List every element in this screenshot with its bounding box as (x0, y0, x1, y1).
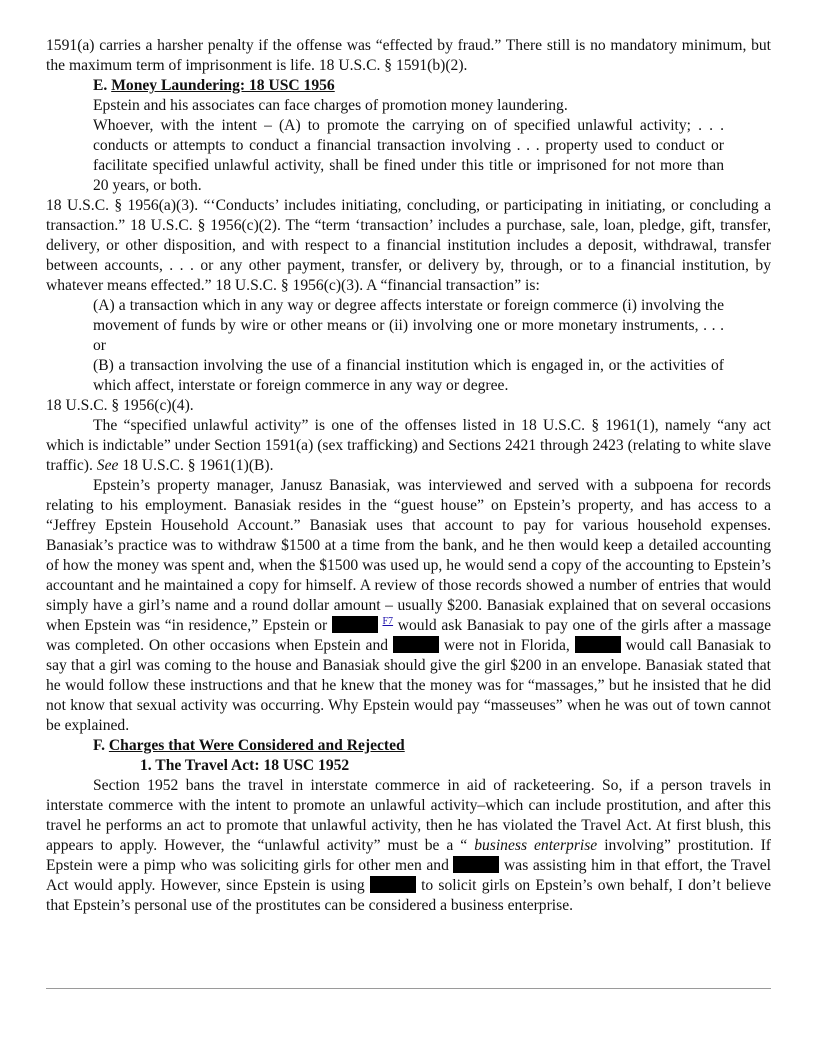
citation-1956c4: 18 U.S.C. § 1956(c)(4). (46, 397, 194, 414)
section-letter-f: F. (93, 737, 109, 754)
text-run: Epstein’s property manager, Janusz Banasiak, was interviewed and served with a subpoena for records relating to his employment. Banasiak resides in the “guest house” on Epstein’s property, and has access to a “Jeffrey Epstein Household Account.” Banasiak uses that account to pay for various household expenses. Banasiak’s practice was to withdraw $1500 at a time from the bank, and he then would keep a detailed accounting of how the money was spent and, when the $1500 was used up, he would send a copy of the accounting to Epstein’s accountant and he maintained a copy for himself. A review of those records showed a number of entries that would simply have a girl’s name and a round dollar amount – usually $200. Banasiak explained that on several occasions when Epstein was “in residence,” Epstein or (46, 477, 771, 634)
paragraph-specified-unlawful-activity (46, 416, 771, 476)
document-page (46, 36, 771, 916)
redaction-box (332, 616, 378, 633)
text-run: The “specified unlawful activity” is one of the offenses listed in 18 U.S.C. § 1961(1), namely “any act which is indictable” under Section 1591(a) (sex trafficking) and Sections 2421 through 2423 (relating to white slave traffic). (46, 417, 771, 474)
paragraph-penalty: 1591(a) carries a harsher penalty if the offense was “effected by fraud.” There still is no mandatory minimum, but the maximum term of imprisonment is life. 18 U.S.C. § 1591(b)(2). (46, 37, 771, 74)
paragraph-banasiak (46, 476, 771, 736)
text-run: would call Banasiak to say that a girl was coming to the house and Banasiak should give the girl $200 in an envelope. Banasiak stated that he would follow these instructions and that he knew that the money was for “massages,” but he insisted that he did not know that sexual activity was occurring. Why Epstein would pay “masseuses” when he was out of town cannot be explained. (46, 637, 772, 734)
paragraph-travel-act (46, 776, 771, 916)
text-run: were not in Florida, (438, 637, 575, 654)
block-quote-statute: Whoever, with the intent – (A) to promote the carrying on of specified unlawful activity; . . . conducts or attempts to conduct a financial transaction involving . . . property used to conduct or facilitate specified unlawful activity, shall be fined under this title or imprisoned for not more than 20 years, or both. (93, 117, 724, 194)
paragraph-promotion-laundering: Epstein and his associates can face charges of promotion money laundering. (93, 97, 568, 114)
text-run: 18 U.S.C. § 1961(1)(B). (118, 457, 274, 474)
section-title-charges-rejected: Charges that Were Considered and Rejected (108, 737, 405, 754)
signal-see: See (96, 457, 119, 474)
text-run: involving” prostitution. If Epstein were a pimp who was soliciting girls for other men and (46, 837, 771, 874)
redaction-box (453, 856, 499, 873)
redaction-box (393, 636, 439, 653)
block-quote-definition-a: (A) a transaction which in any way or degree affects interstate or foreign commerce (i) involving the movement of funds by wire or other means or (ii) involving one or more monetary instruments, . . . or (93, 297, 724, 354)
text-run: would ask Banasiak to pay one of the girls after a massage was completed. On other occasions when Epstein and (46, 617, 771, 654)
redaction-box (575, 636, 621, 653)
section-heading-f (93, 736, 771, 756)
text-run: to solicit girls on Epstein’s own behalf, I don’t believe that Epstein’s personal use of the prostitutes can be considered a business enterprise. (46, 877, 771, 914)
text-run: Section 1952 bans the travel in interstate commerce in aid of racketeering. So, if a person travels in interstate commerce with the intent to promote an unlawful activity–which can include prostitution, and after this travel he performs an act to promote that unlawful activity, then he has violated the Travel Act. At first blush, this appears to apply. However, the “unlawful activity” must be a “ (46, 777, 771, 854)
section-letter-e: E. (93, 77, 112, 94)
block-quote-definition-b: (B) a transaction involving the use of a financial institution which is engaged in, or the activities of which affect, interstate or foreign commerce in any way or degree. (93, 357, 724, 394)
subsection-heading-travel-act: 1. The Travel Act: 18 USC 1952 (140, 757, 350, 774)
section-title-money-laundering: Money Laundering: 18 USC 1956 (111, 77, 335, 94)
footnote-link-f7[interactable]: F7 (382, 615, 394, 627)
emphasis-business-enterprise: business enterprise (474, 837, 598, 854)
section-heading-e (93, 76, 771, 96)
redaction-box (370, 876, 416, 893)
text-run: was assisting him in that effort, the Travel Act would apply. However, since Epstein is using (46, 857, 771, 894)
paragraph-definitions: 18 U.S.C. § 1956(a)(3). “‘Conducts’ includes initiating, concluding, or participating in initiating, or concluding a transaction.” 18 U.S.C. § 1956(c)(2). The “term ‘transaction’ includes a purchase, sale, loan, pledge, gift, transfer, delivery, or other disposition, and with respect to a financial institution includes a deposit, withdrawal, transfer between accounts, . . . or any other payment, transfer, or delivery by, through, or to a financial institution, by whatever means effected.” 18 U.S.C. § 1956(c)(3). A “financial transaction” is: (46, 197, 771, 294)
footer-divider (46, 988, 771, 989)
